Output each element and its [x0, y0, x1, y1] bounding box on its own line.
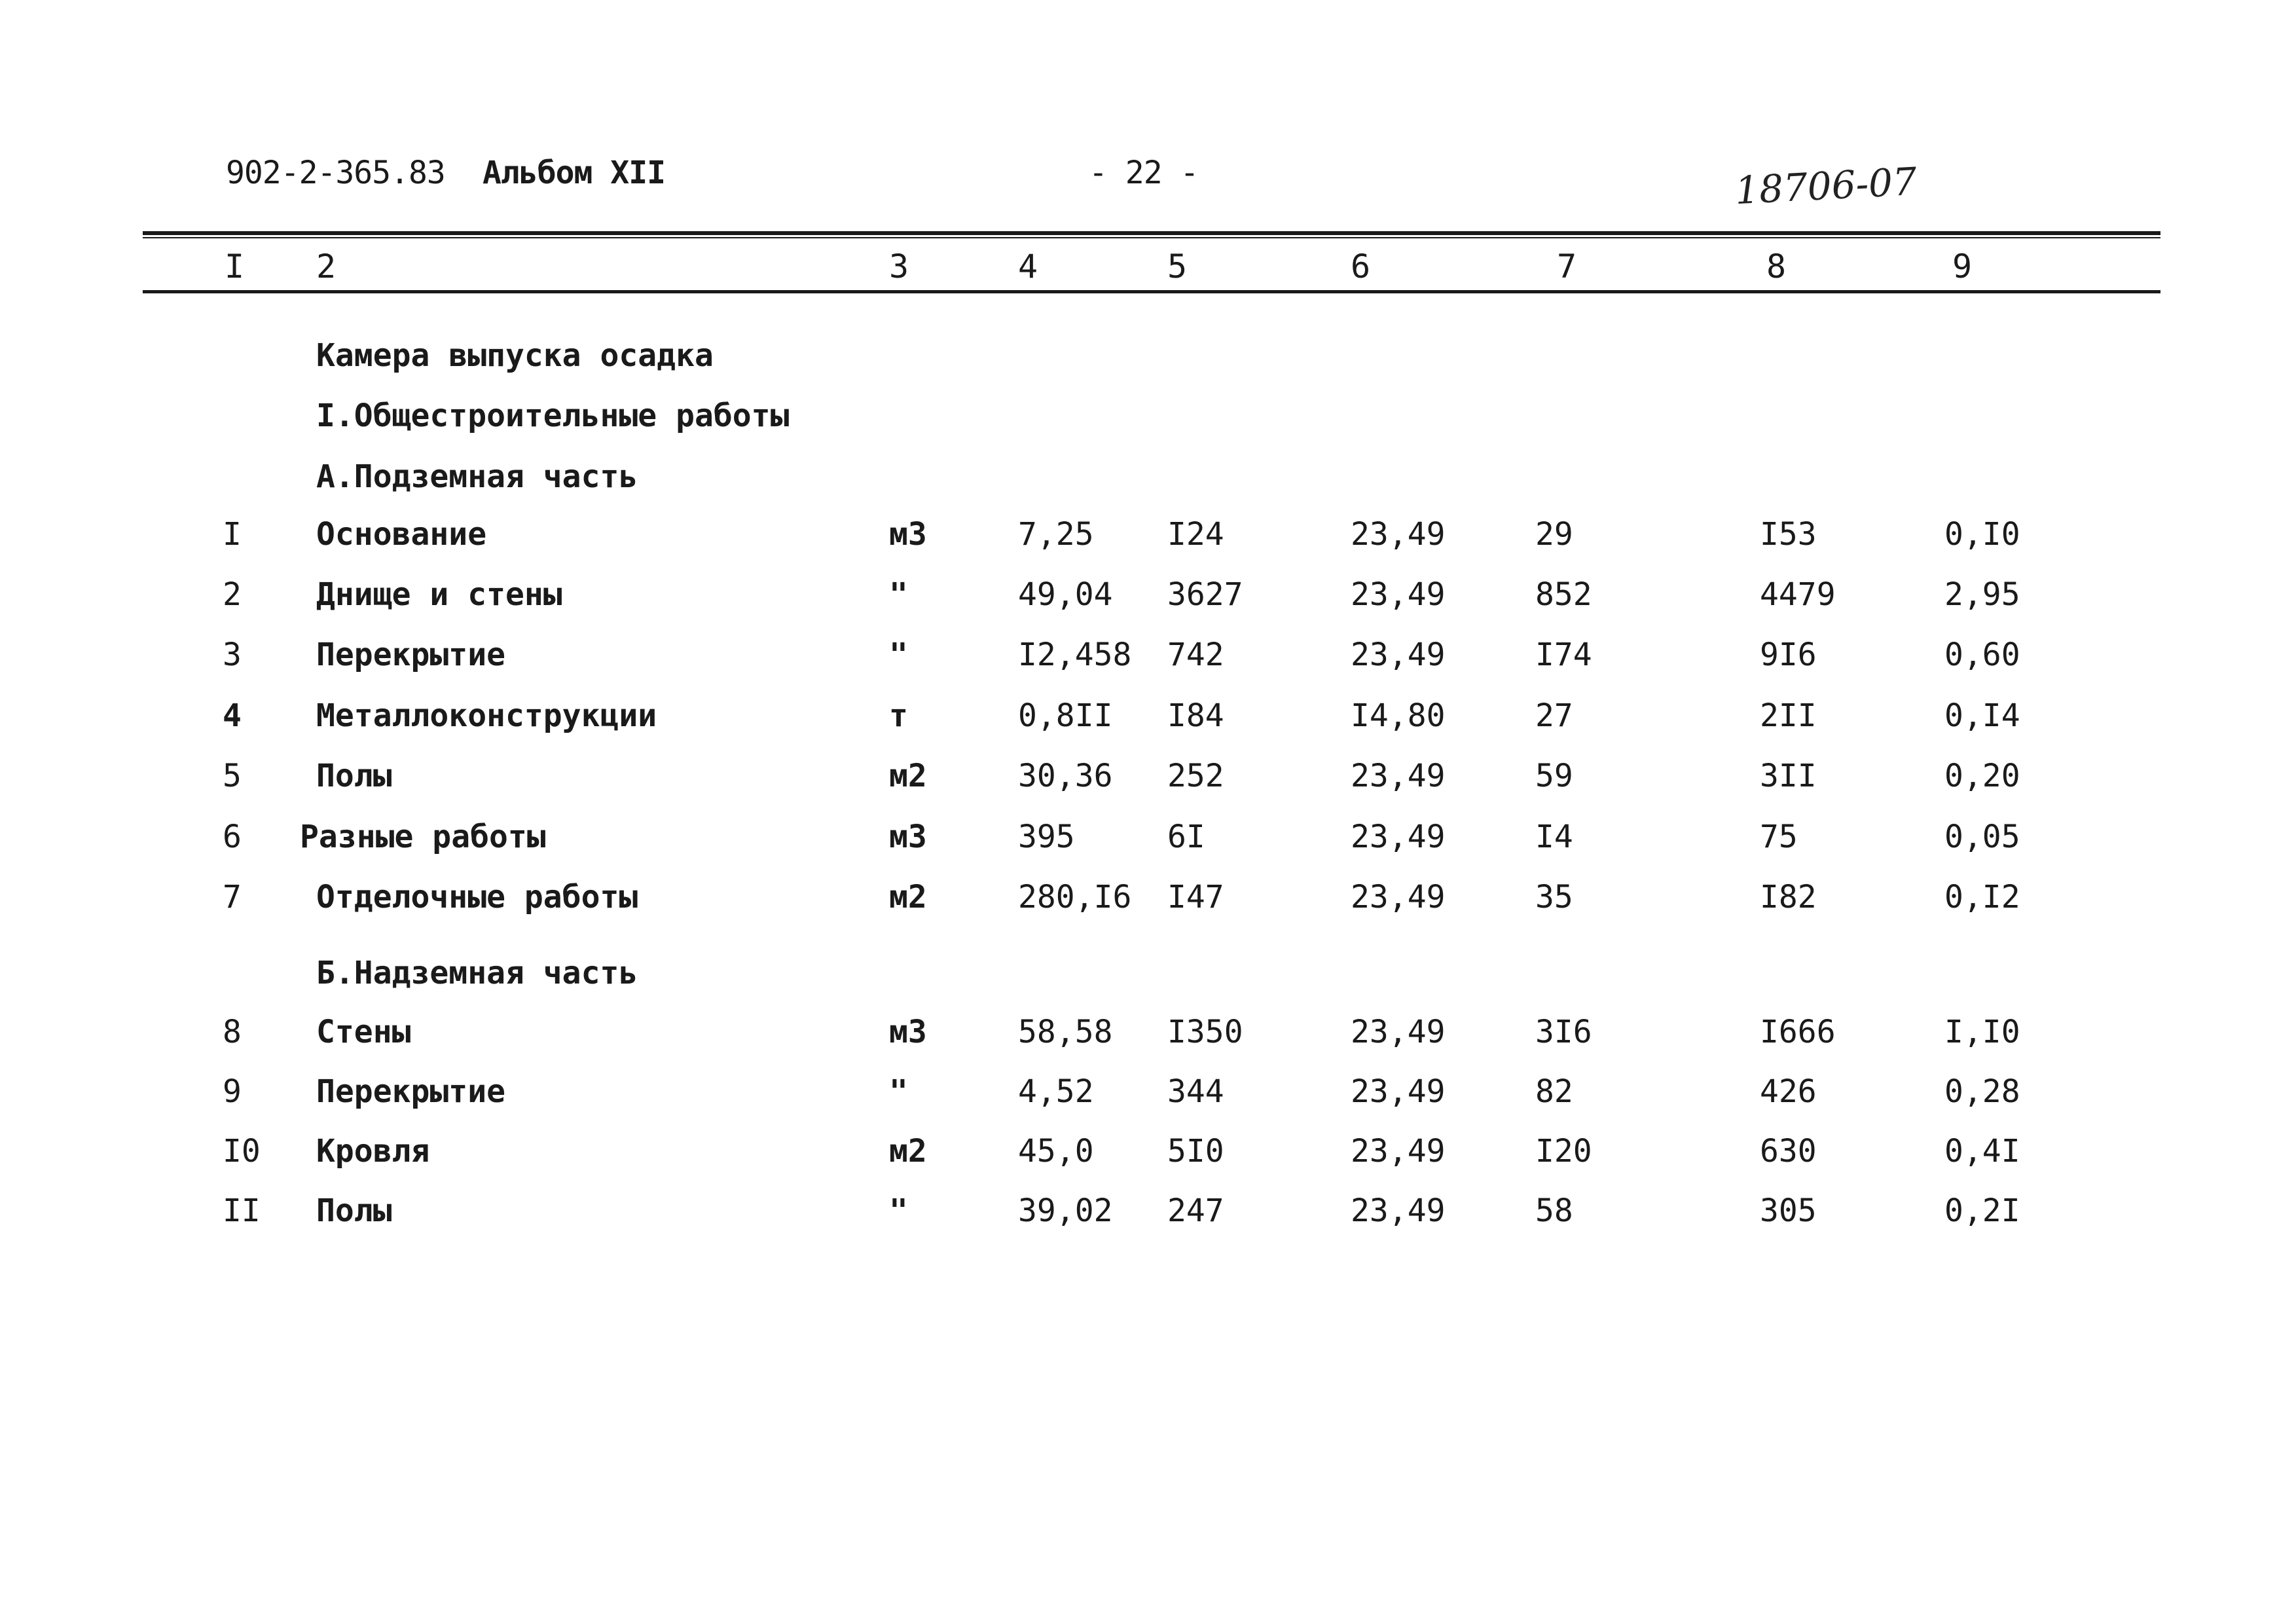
row-number: I0: [223, 1133, 261, 1170]
row-col-8: 75: [1760, 819, 1798, 855]
row-col-8: 426: [1760, 1073, 1817, 1110]
row-unit: м3: [889, 516, 927, 553]
row-name: Металлоконструкции: [316, 697, 657, 734]
row-col-9: 0,I2: [1944, 879, 2020, 915]
row-name: Перекрытие: [316, 1073, 505, 1110]
row-unit: м2: [889, 879, 927, 915]
row-col-8: I666: [1760, 1014, 1836, 1050]
table-row: [0, 758, 2296, 797]
row-col-7: 82: [1535, 1073, 1573, 1110]
table-row: [0, 1073, 2296, 1113]
row-col-9: 0,28: [1944, 1073, 2020, 1110]
row-name: Перекрытие: [316, 637, 505, 673]
page-number: - 22 -: [1089, 155, 1199, 191]
document-code: 902-2-365.83: [226, 155, 445, 191]
row-col-9: 0,2I: [1944, 1192, 2020, 1229]
row-col-7: 27: [1535, 697, 1573, 734]
album-label: Альбом XII: [483, 155, 665, 191]
row-col-5: 5I0: [1167, 1133, 1224, 1170]
section-title: Камера выпуска осадка: [316, 337, 714, 374]
row-col-5: 3627: [1167, 576, 1243, 613]
row-col-7: I74: [1535, 637, 1592, 673]
table-row: [0, 637, 2296, 676]
row-col-4: 45,0: [1018, 1133, 1094, 1170]
row-col-5: 742: [1167, 637, 1224, 673]
row-col-8: 4479: [1760, 576, 1836, 613]
row-col-5: 252: [1167, 758, 1224, 794]
row-number: I: [223, 516, 242, 553]
row-col-4: 39,02: [1018, 1192, 1113, 1229]
row-col-9: 0,05: [1944, 819, 2020, 855]
row-col-8: I53: [1760, 516, 1817, 553]
row-col-4: 58,58: [1018, 1014, 1113, 1050]
row-col-6: 23,49: [1351, 1192, 1446, 1229]
row-col-4: 7,25: [1018, 516, 1094, 553]
table-row: [0, 1133, 2296, 1172]
table-row: [0, 819, 2296, 858]
row-col-9: 0,20: [1944, 758, 2020, 794]
handwritten-number: 18706-07: [1734, 158, 1918, 213]
row-number: 5: [223, 758, 242, 794]
row-number: 9: [223, 1073, 242, 1110]
row-name: Полы: [316, 758, 392, 794]
row-col-5: I84: [1167, 697, 1224, 734]
row-name: Отделочные работы: [316, 879, 638, 915]
row-name: Разные работы: [300, 819, 546, 855]
column-header-1: I: [225, 248, 245, 286]
row-col-5: 344: [1167, 1073, 1224, 1110]
row-col-7: 59: [1535, 758, 1573, 794]
row-col-4: 4,52: [1018, 1073, 1094, 1110]
row-col-4: 30,36: [1018, 758, 1113, 794]
row-col-6: 23,49: [1351, 879, 1446, 915]
row-col-5: 6I: [1167, 819, 1205, 855]
row-number: 6: [223, 819, 242, 855]
column-header-5: 5: [1167, 248, 1188, 286]
row-col-8: 630: [1760, 1133, 1817, 1170]
table-row: [0, 1014, 2296, 1053]
row-col-9: 2,95: [1944, 576, 2020, 613]
column-header-3: 3: [889, 248, 909, 286]
column-header-4: 4: [1018, 248, 1038, 286]
row-col-6: 23,49: [1351, 1073, 1446, 1110]
row-col-4: 395: [1018, 819, 1075, 855]
row-col-8: 9I6: [1760, 637, 1817, 673]
row-name: Днище и стены: [316, 576, 562, 613]
row-col-6: 23,49: [1351, 1014, 1446, 1050]
column-header-9: 9: [1952, 248, 1973, 286]
row-col-9: I,I0: [1944, 1014, 2020, 1050]
row-number: 3: [223, 637, 242, 673]
row-col-4: I2,458: [1018, 637, 1132, 673]
table-row: [0, 516, 2296, 555]
row-col-5: I47: [1167, 879, 1224, 915]
row-col-8: 2II: [1760, 697, 1817, 734]
section-aboveground: Б.Надземная часть: [316, 955, 638, 991]
row-col-6: I4,80: [1351, 697, 1446, 734]
row-col-9: 0,I4: [1944, 697, 2020, 734]
section-general-works: I.Общестроительные работы: [316, 397, 790, 434]
row-unit: м3: [889, 1014, 927, 1050]
row-unit: м2: [889, 758, 927, 794]
row-number: II: [223, 1192, 261, 1229]
row-col-8: 305: [1760, 1192, 1817, 1229]
row-col-4: 49,04: [1018, 576, 1113, 613]
row-col-7: I20: [1535, 1133, 1592, 1170]
row-col-6: 23,49: [1351, 758, 1446, 794]
header-rule-top-thin: [143, 237, 2160, 238]
row-col-6: 23,49: [1351, 819, 1446, 855]
table-row: [0, 879, 2296, 918]
table-row: [0, 697, 2296, 737]
table-row: [0, 576, 2296, 616]
row-col-5: 247: [1167, 1192, 1224, 1229]
row-col-4: 0,8II: [1018, 697, 1113, 734]
row-name: Кровля: [316, 1133, 430, 1170]
row-unit: ": [889, 576, 908, 613]
row-unit: м3: [889, 819, 927, 855]
row-number: 2: [223, 576, 242, 613]
row-col-7: 29: [1535, 516, 1573, 553]
row-unit: ": [889, 1192, 908, 1229]
header-rule-top: [143, 231, 2160, 235]
row-unit: ": [889, 637, 908, 673]
row-unit: м2: [889, 1133, 927, 1170]
row-col-7: 852: [1535, 576, 1592, 613]
row-col-6: 23,49: [1351, 576, 1446, 613]
row-name: Полы: [316, 1192, 392, 1229]
column-header-7: 7: [1557, 248, 1577, 286]
row-name: Основание: [316, 516, 487, 553]
row-col-6: 23,49: [1351, 1133, 1446, 1170]
row-name: Стены: [316, 1014, 411, 1050]
row-col-7: 58: [1535, 1192, 1573, 1229]
row-col-5: I350: [1167, 1014, 1243, 1050]
row-col-9: 0,I0: [1944, 516, 2020, 553]
table-row: [0, 1192, 2296, 1232]
section-underground: А.Подземная часть: [316, 458, 638, 495]
row-col-7: 35: [1535, 879, 1573, 915]
header-rule-bottom: [143, 290, 2160, 293]
row-unit: т: [889, 697, 908, 734]
row-number: 7: [223, 879, 242, 915]
column-header-8: 8: [1766, 248, 1787, 286]
row-col-6: 23,49: [1351, 516, 1446, 553]
row-col-9: 0,60: [1944, 637, 2020, 673]
column-header-6: 6: [1351, 248, 1371, 286]
row-number: 4: [223, 697, 242, 734]
row-unit: ": [889, 1073, 908, 1110]
column-header-2: 2: [316, 248, 337, 286]
row-col-8: 3II: [1760, 758, 1817, 794]
row-col-9: 0,4I: [1944, 1133, 2020, 1170]
row-col-6: 23,49: [1351, 637, 1446, 673]
row-col-5: I24: [1167, 516, 1224, 553]
row-col-4: 280,I6: [1018, 879, 1132, 915]
row-col-8: I82: [1760, 879, 1817, 915]
row-col-7: 3I6: [1535, 1014, 1592, 1050]
row-number: 8: [223, 1014, 242, 1050]
row-col-7: I4: [1535, 819, 1573, 855]
